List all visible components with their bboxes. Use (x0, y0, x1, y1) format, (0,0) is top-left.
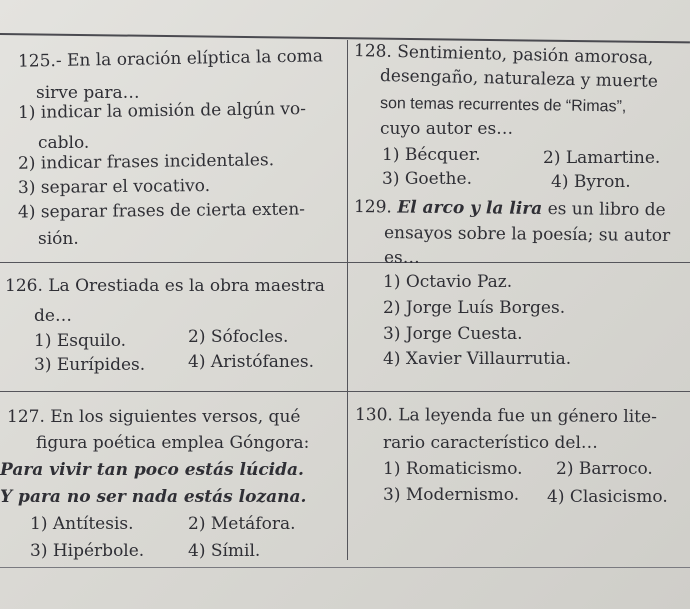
q127-stem-line2: figura poética emplea Góngora: (36, 433, 310, 453)
q126-stem-line1: 126. La Orestiada es la obra maestra (5, 276, 325, 296)
q127-option-1: 1) Antítesis. (30, 514, 134, 534)
q129-stem-line1 (354, 197, 666, 220)
q125-option-3: 3) separar el vocativo. (17, 175, 211, 199)
q125-stem-line2: sirve para… (36, 83, 140, 103)
q130-option-2: 2) Barroco. (556, 459, 653, 479)
q128-option-2: 2) Lamartine. (543, 148, 661, 168)
q128-stem-line3: son temas recurrentes de “Rimas”, (379, 95, 627, 116)
q128-option-4: 4) Byron. (551, 172, 631, 192)
q125-option-2: 2) indicar frases incidentales. (17, 150, 275, 174)
q128-option-3: 3) Goethe. (382, 169, 472, 189)
q125-stem-line1: 125.- En la oración elíptica la coma (17, 46, 324, 72)
q127-verse-2: Y para no ser nada estás lozana. (0, 487, 307, 507)
q130-option-3: 3) Modernismo. (383, 485, 520, 505)
q130-stem-line2: rario característico del… (383, 433, 598, 453)
q129-number: 129. (353, 197, 392, 218)
q126-stem-line2: de… (34, 306, 72, 326)
q126-option-1: 1) Esquilo. (34, 331, 127, 351)
q129-option-1: 1) Octavio Paz. (383, 272, 513, 292)
q128-option-1: 1) Bécquer. (382, 145, 481, 165)
q126-option-3: 3) Eurípides. (34, 355, 146, 375)
q130-stem-line1: 130. La leyenda fue un género lite- (354, 405, 657, 428)
top-border (0, 33, 690, 43)
row-divider-left-1 (0, 262, 347, 263)
bottom-border (0, 567, 690, 568)
q126-option-4: 4) Aristófanes. (188, 352, 315, 372)
q127-option-4: 4) Símil. (188, 541, 261, 561)
row-divider-right-2 (348, 391, 690, 392)
q127-verse-1: Para vivir tan poco estás lúcida. (0, 460, 304, 480)
q129-stem-line3: es… (384, 248, 420, 268)
q129-option-2: 2) Jorge Luís Borges. (383, 298, 566, 318)
q129-stem-line1-rest: es un libro de (542, 198, 666, 221)
q125-option-4b: sión. (38, 229, 79, 249)
q127-stem-line1: 127. En los siguientes versos, qué (7, 407, 301, 427)
column-divider (347, 40, 348, 560)
q130-option-1: 1) Romaticismo. (383, 459, 523, 479)
q125-option-4a: 4) separar frases de cierta exten- (17, 199, 306, 223)
q129-stem-line2: ensayos sobre la poesía; su autor (383, 223, 671, 246)
q128-stem-line4: cuyo autor es… (380, 119, 514, 139)
q128-stem-line1: 128. Sentimiento, pasión amorosa, (353, 41, 654, 69)
q125-option-1b: cablo. (38, 133, 90, 153)
q130-option-4: 4) Clasicismo. (547, 487, 668, 507)
q129-option-4: 4) Xavier Villaurrutia. (383, 349, 572, 369)
row-divider-left-2 (0, 391, 347, 392)
q127-option-3: 3) Hipérbole. (30, 541, 145, 561)
q128-stem-line2: desengaño, naturaleza y muerte (379, 66, 659, 92)
q125-option-1a: 1) indicar la omisión de algún vo- (17, 98, 307, 124)
q126-option-2: 2) Sófocles. (188, 327, 289, 347)
q129-book-title: El arco y la lira (397, 197, 543, 219)
q129-option-3: 3) Jorge Cuesta. (383, 324, 523, 344)
q127-option-2: 2) Metáfora. (188, 514, 296, 534)
